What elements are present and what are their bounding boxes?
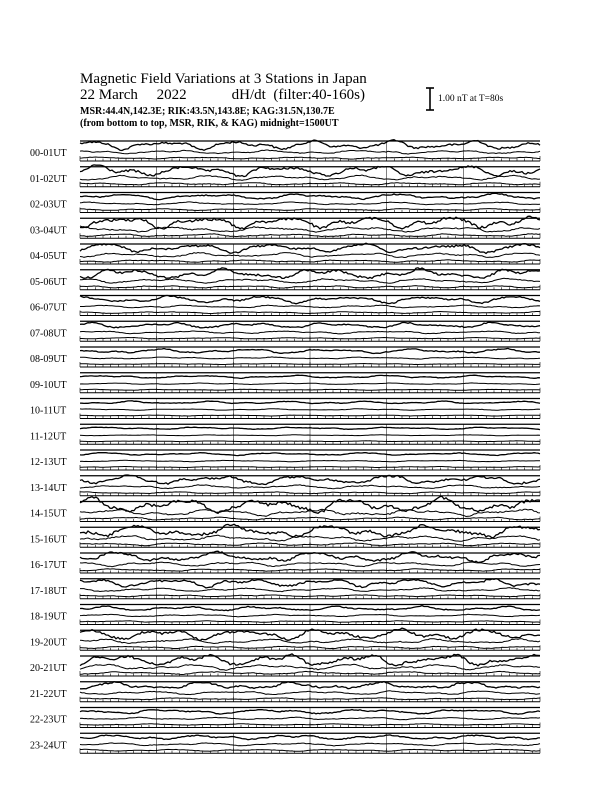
- chart-title: Magnetic Field Variations at 3 Stations in Japan: [80, 71, 367, 87]
- hour-label: 05-06UT: [30, 276, 67, 288]
- date-month: March: [98, 87, 138, 103]
- hour-row: [30, 193, 540, 213]
- hour-row: [30, 268, 540, 290]
- hour-label: 12-13UT: [30, 457, 67, 468]
- station-trace: [80, 338, 540, 339]
- hour-label: 17-18UT: [30, 585, 67, 597]
- hour-row: [30, 140, 540, 161]
- hour-rows: [30, 140, 540, 754]
- hour-label: 02-03UT: [30, 199, 67, 211]
- hour-label: 08-09UT: [30, 354, 67, 365]
- hour-row: [30, 628, 540, 650]
- station-trace: [80, 435, 540, 436]
- hour-row: [30, 243, 540, 264]
- hour-row: [30, 450, 540, 470]
- stations-line: MSR:44.4N,142.3E; RIK:43.5N,143.8E; KAG:31.5N,130.7E: [80, 106, 335, 117]
- hour-row: [30, 605, 540, 625]
- hour-label: 07-08UT: [30, 328, 67, 340]
- order-line: (from bottom to top, MSR, RIK, & KAG) midnight=1500UT: [80, 118, 339, 129]
- hour-row: [30, 216, 540, 238]
- station-trace: [80, 441, 540, 442]
- hour-label: 11-12UT: [30, 431, 67, 443]
- hour-row: [30, 165, 540, 187]
- date-year: 2022: [156, 87, 187, 103]
- hour-label: 16-17UT: [30, 560, 67, 571]
- hour-row: [30, 551, 540, 573]
- hour-row: [30, 579, 540, 599]
- hour-label: 19-20UT: [30, 637, 67, 649]
- hour-label: 04-05UT: [30, 251, 67, 262]
- hour-label: 13-14UT: [30, 482, 67, 494]
- hour-row: [30, 296, 540, 316]
- hour-label: 15-16UT: [30, 534, 67, 546]
- hour-row: [30, 682, 540, 702]
- hour-row: [30, 524, 540, 547]
- date-day: 22: [80, 87, 95, 103]
- filter-label: (filter:40-160s): [273, 87, 365, 103]
- station-trace: [80, 415, 540, 416]
- scale-bar: [426, 88, 434, 110]
- hour-row: [30, 708, 540, 728]
- hour-row: [30, 654, 540, 676]
- quantity-label: dH/dt: [231, 87, 266, 103]
- hour-label: 00-01UT: [30, 148, 67, 159]
- hour-label: 22-23UT: [30, 714, 67, 726]
- scale-label: 1.00 nT at T=80s: [438, 94, 504, 104]
- hour-label: 06-07UT: [30, 302, 67, 314]
- hour-label: 03-04UT: [30, 225, 67, 237]
- hour-row: [30, 373, 540, 393]
- hour-row: [30, 347, 540, 367]
- hour-label: 20-21UT: [30, 663, 67, 674]
- station-trace: [80, 467, 540, 468]
- hour-row: [30, 475, 540, 496]
- hour-label: 14-15UT: [30, 508, 67, 520]
- hour-row: [30, 496, 540, 521]
- hour-row: [30, 399, 540, 419]
- hour-label: 23-24UT: [30, 740, 67, 752]
- hour-row: [30, 733, 540, 753]
- hour-row: [30, 424, 540, 444]
- hour-label: 10-11UT: [30, 405, 67, 417]
- hour-label: 21-22UT: [30, 688, 67, 700]
- hour-label: 18-19UT: [30, 611, 67, 623]
- hour-label: 09-10UT: [30, 379, 67, 391]
- hour-label: 01-02UT: [30, 173, 67, 185]
- hour-row: [30, 321, 540, 341]
